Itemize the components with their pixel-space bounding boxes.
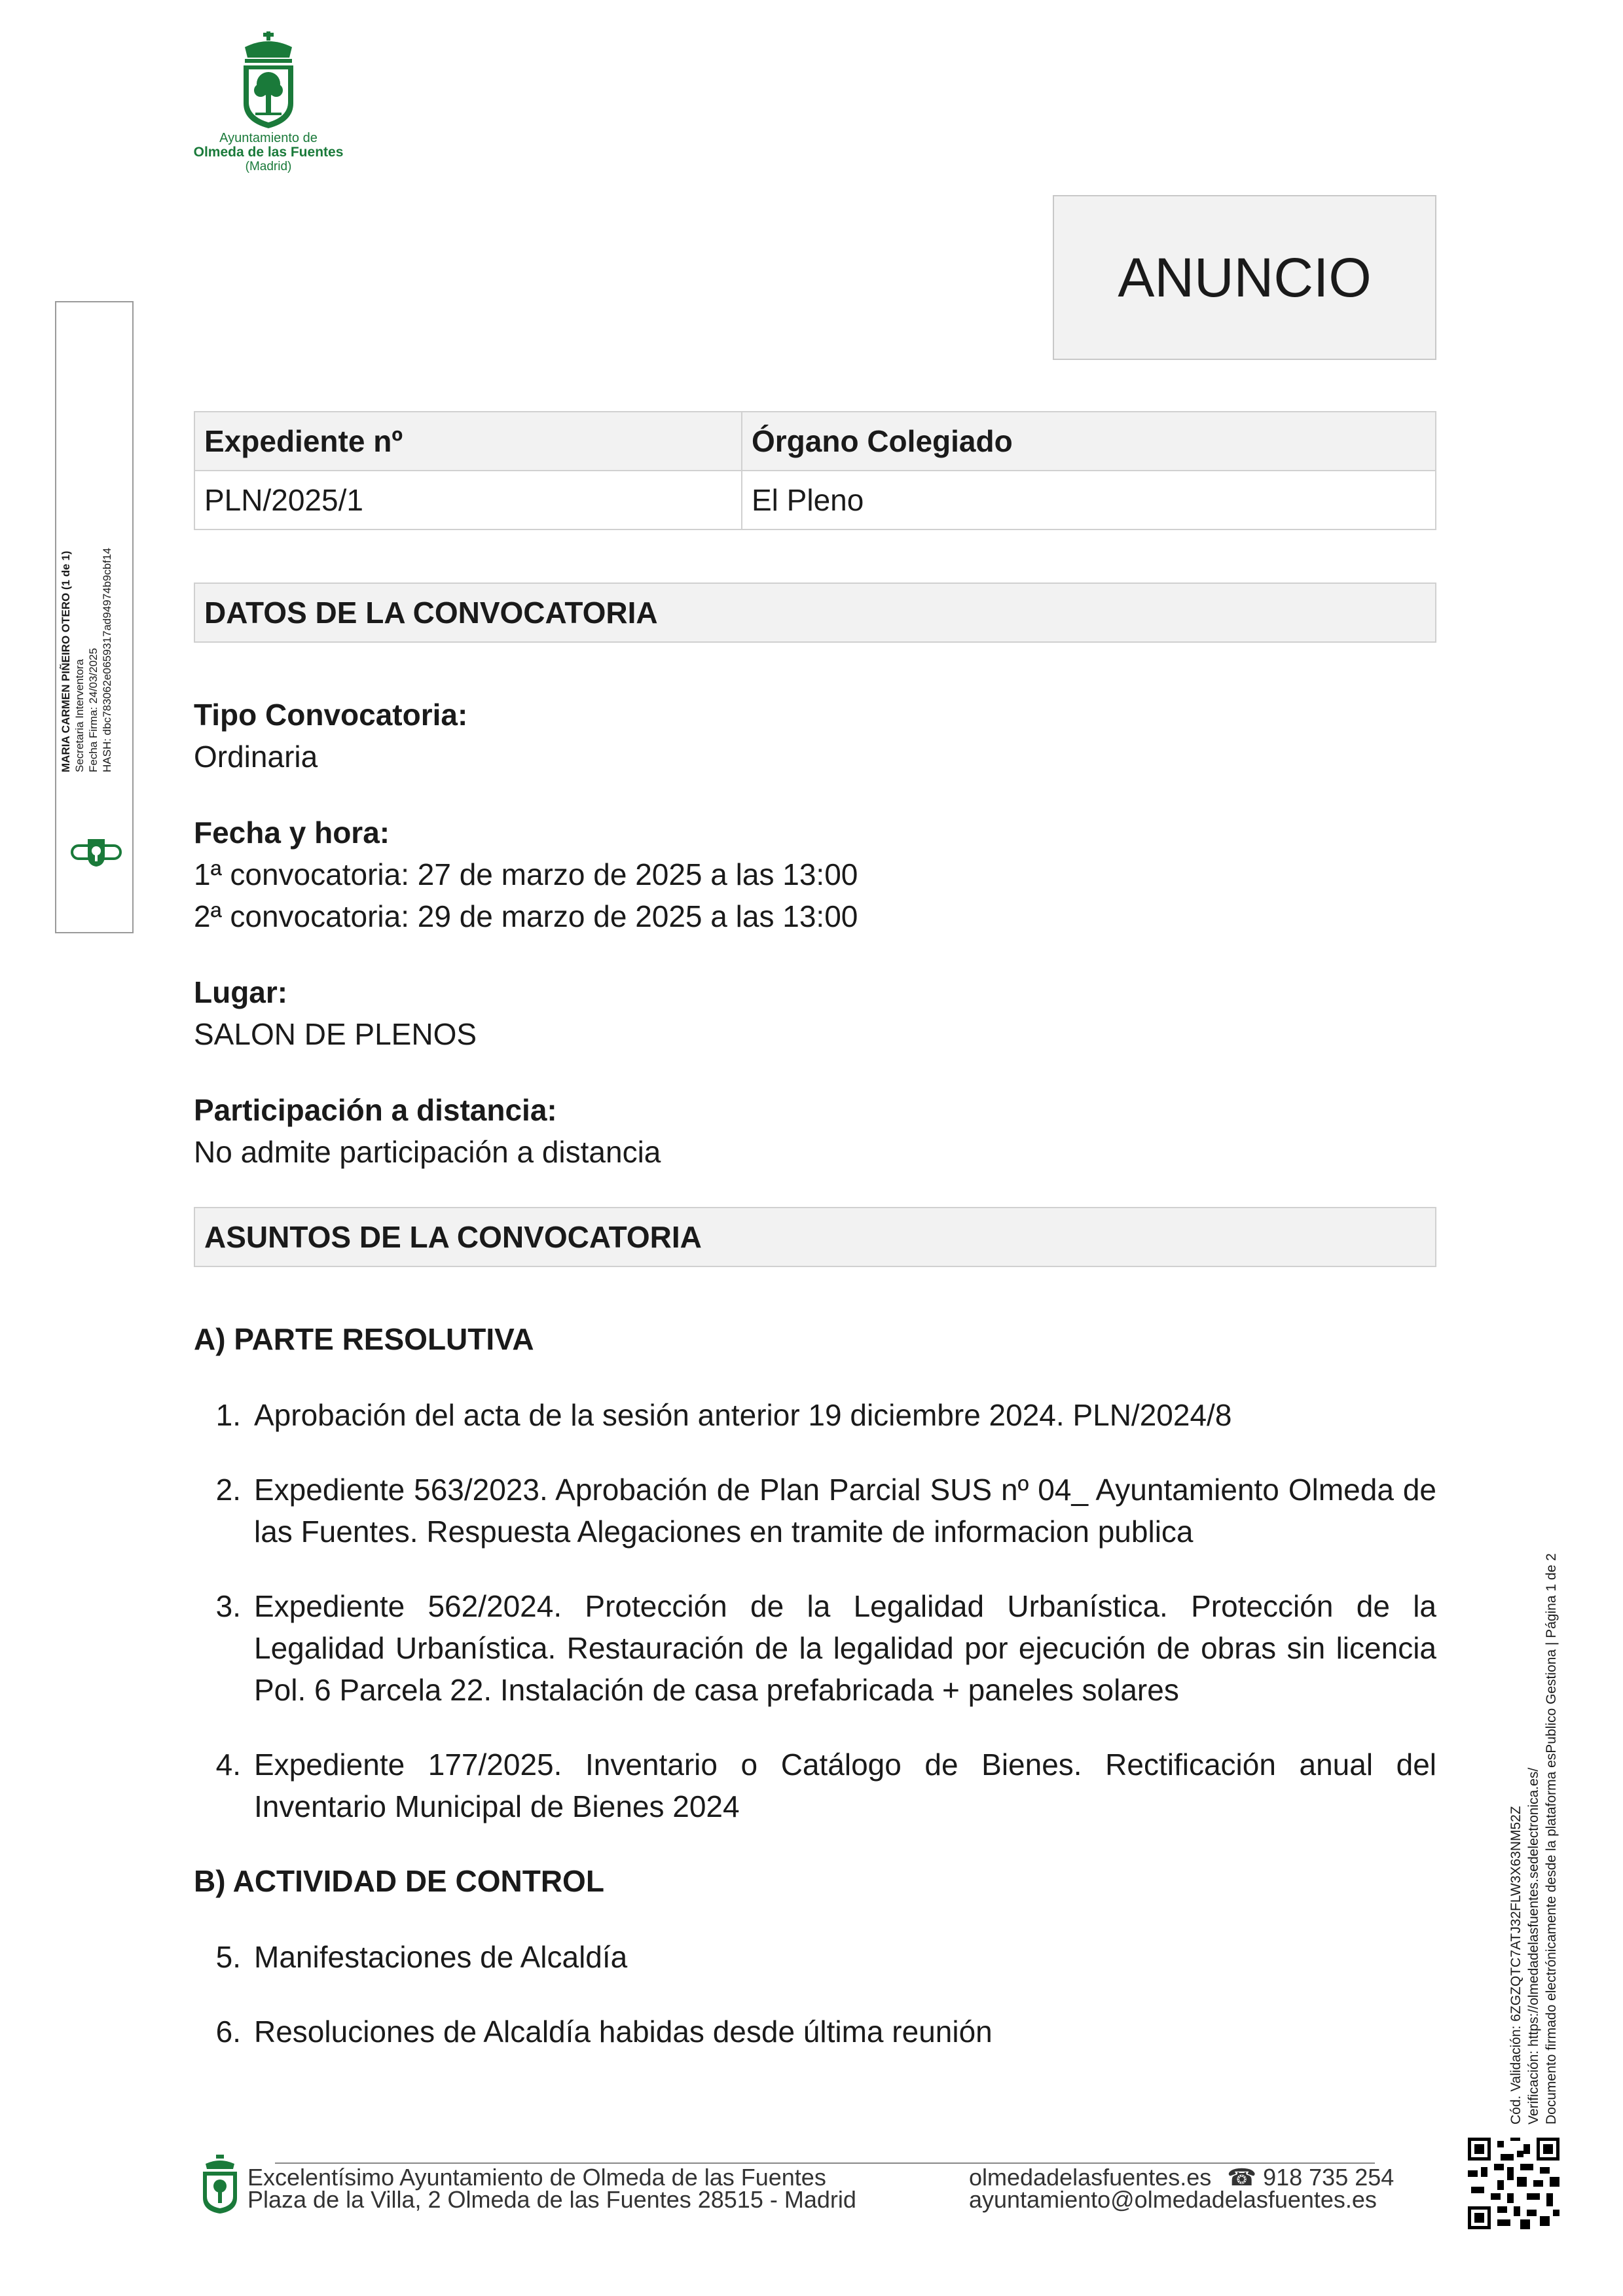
document-title-box bbox=[1053, 195, 1436, 360]
signature-details bbox=[59, 458, 114, 772]
table-header-expediente: Expediente nº bbox=[194, 412, 742, 471]
logo-caption bbox=[170, 131, 367, 174]
section-datos-header: DATOS DE LA CONVOCATORIA bbox=[194, 583, 1436, 643]
lugar-value: SALON DE PLENOS bbox=[194, 1017, 477, 1051]
item-text: Resoluciones de Alcaldía habidas desde última reunión bbox=[254, 2015, 993, 2049]
list-item bbox=[194, 1469, 1436, 1552]
section-asuntos-header: ASUNTOS DE LA CONVOCATORIA bbox=[194, 1207, 1436, 1267]
item-text: Aprobación del acta de la sesión anterior 19 diciembre 2024. PLN/2024/8 bbox=[254, 1398, 1232, 1432]
signer-name: MARIA CARMEN PIÑEIRO OTERO (1 de 1) bbox=[60, 550, 72, 772]
footer-phone: ☎ 918 735 254 bbox=[1227, 2164, 1395, 2191]
footer-email-link[interactable]: ayuntamiento@olmedadelasfuentes.es bbox=[969, 2186, 1377, 2213]
signature-seal-icon bbox=[71, 836, 122, 868]
signer-role: Secretaria Interventora bbox=[73, 659, 86, 772]
participacion-label: Participación a distancia: bbox=[194, 1093, 557, 1127]
table-row bbox=[194, 471, 1436, 529]
footer-contact bbox=[969, 2166, 1394, 2211]
fecha-label: Fecha y hora: bbox=[194, 816, 390, 850]
list-item bbox=[194, 1744, 1436, 1827]
item-text: Manifestaciones de Alcaldía bbox=[254, 1940, 628, 1974]
item-text: Expediente 562/2024. Protección de la Legalidad Urbanística. Protección de la Legalidad Urbanística. Restauración de la legalidad por ejecución de obras sin licencia Pol. 6 Parcela 22. Instalación de casa prefabricada + paneles solares bbox=[254, 1589, 1436, 1707]
list-item bbox=[194, 1585, 1436, 1711]
item-number: 1. bbox=[215, 1398, 241, 1432]
expediente-table bbox=[194, 411, 1436, 530]
fecha-segunda: 2ª convocatoria: 29 de marzo de 2025 a las 13:00 bbox=[194, 899, 858, 933]
item-number: 3. bbox=[215, 1589, 241, 1623]
footer-org-name: Excelentísimo Ayuntamiento de Olmeda de las Fuentes bbox=[247, 2164, 826, 2191]
table-cell-organo: El Pleno bbox=[742, 471, 1436, 529]
item-number: 6. bbox=[215, 2015, 241, 2049]
list-item bbox=[194, 1936, 1436, 1978]
verification-url[interactable]: Verificación: https://olmedadelasfuentes.sedelectronica.es/ bbox=[1526, 1767, 1541, 2125]
fecha-primera: 1ª convocatoria: 27 de marzo de 2025 a las 13:00 bbox=[194, 857, 858, 891]
list-item bbox=[194, 1394, 1436, 1436]
footer-address: Plaza de la Villa, 2 Olmeda de las Fuentes 28515 - Madrid bbox=[247, 2186, 856, 2213]
logo-line1: Ayuntamiento de bbox=[219, 131, 318, 145]
item-text: Expediente 563/2023. Aprobación de Plan Parcial SUS nº 04_ Ayuntamiento Olmeda de las Fuentes. Respuesta Alegaciones en tramite de informacion publica bbox=[254, 1473, 1436, 1549]
qr-code-icon bbox=[1468, 2138, 1559, 2229]
logo-line2: Olmeda de las Fuentes bbox=[193, 145, 344, 160]
footer-crest-icon bbox=[200, 2155, 240, 2215]
municipal-crest-icon bbox=[236, 31, 301, 130]
validation-code: Cód. Validación: 6ZGZQTC7ATJ32FLW3X63NM52Z bbox=[1508, 1806, 1523, 2125]
logo-line3: (Madrid) bbox=[245, 160, 292, 173]
parte-resolutiva-heading: A) PARTE RESOLUTIVA bbox=[194, 1322, 534, 1356]
table-header-organo: Órgano Colegiado bbox=[742, 412, 1436, 471]
signature-hash: HASH: dbc783062e0659317ad94974b9cbf14 bbox=[101, 547, 113, 772]
signature-note: Documento firmado electrónicamente desde la plataforma esPublico Gestiona | Página 1 de 2 bbox=[1544, 1553, 1559, 2125]
signature-date: Fecha Firma: 24/03/2025 bbox=[87, 648, 100, 772]
verification-details bbox=[1507, 1437, 1560, 2125]
list-item bbox=[194, 2011, 1436, 2053]
table-cell-expediente: PLN/2025/1 bbox=[194, 471, 742, 529]
table-header-row bbox=[194, 412, 1436, 471]
participacion-value: No admite participación a distancia bbox=[194, 1135, 661, 1169]
item-number: 4. bbox=[215, 1748, 241, 1782]
item-number: 5. bbox=[215, 1940, 241, 1974]
footer-organization bbox=[247, 2166, 856, 2211]
footer-website-link[interactable]: olmedadelasfuentes.es bbox=[969, 2164, 1212, 2191]
document-title: ANUNCIO bbox=[1118, 246, 1372, 308]
actividad-control-heading: B) ACTIVIDAD DE CONTROL bbox=[194, 1864, 604, 1898]
tipo-value: Ordinaria bbox=[194, 740, 318, 774]
item-text: Expediente 177/2025. Inventario o Catálogo de Bienes. Rectificación anual del Inventario Municipal de Bienes 2024 bbox=[254, 1748, 1436, 1823]
lugar-label: Lugar: bbox=[194, 975, 288, 1009]
tipo-label: Tipo Convocatoria: bbox=[194, 698, 468, 732]
item-number: 2. bbox=[215, 1473, 241, 1507]
